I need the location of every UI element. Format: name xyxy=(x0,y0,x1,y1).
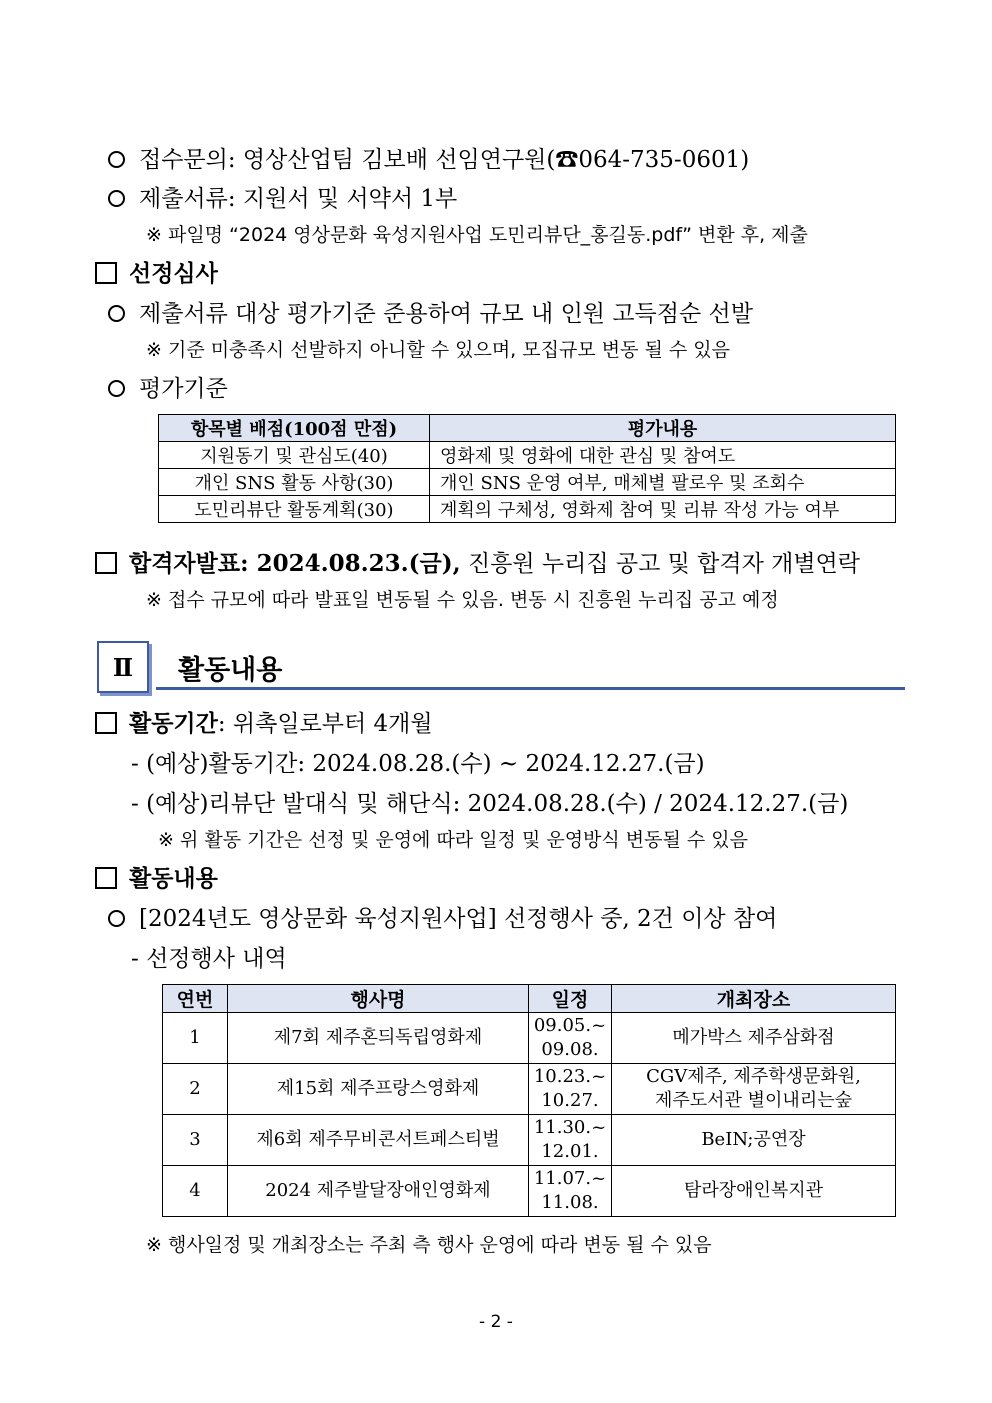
circle-bullet-icon xyxy=(108,151,125,168)
square-bullet-icon xyxy=(95,552,117,574)
table-row xyxy=(163,1115,896,1166)
table-header: 항목별 배점(100점 만점) xyxy=(159,415,430,442)
review-line: 제출서류 대상 평가기준 준용하여 규모 내 인원 고득점순 선발 xyxy=(108,295,753,328)
table-cell: 11.30.~ 12.01. xyxy=(529,1115,612,1166)
announce-line: 합격자발표: 2024.08.23.(금), 진흥원 누리집 공고 및 합격자 개별연락 xyxy=(95,545,860,578)
circle-bullet-icon xyxy=(108,305,125,322)
review-note: ※ 기준 미충족시 선발하지 아니할 수 있으며, 모집규모 변동 될 수 있음 xyxy=(146,339,730,361)
table-cell: 2024 제주발달장애인영화제 xyxy=(228,1166,529,1217)
table-cell: 제7회 제주혼듸독립영화제 xyxy=(228,1013,529,1064)
criteria-line: 평가기준 xyxy=(108,370,228,403)
table-cell: 지원동기 및 관심도(40) xyxy=(159,442,430,469)
table-cell: 11.07.~ 11.08. xyxy=(529,1166,612,1217)
period-item-1: - (예상)활동기간: 2024.08.28.(수) ~ 2024.12.27.(금) xyxy=(131,751,705,777)
table-cell: 3 xyxy=(163,1115,228,1166)
table-row xyxy=(159,496,896,523)
table-header: 평가내용 xyxy=(430,415,896,442)
table-header: 연번 xyxy=(163,985,228,1013)
table-cell: 4 xyxy=(163,1166,228,1217)
table-cell: 제6회 제주무비콘서트페스티벌 xyxy=(228,1115,529,1166)
period-item-2: - (예상)리뷰단 발대식 및 해단식: 2024.08.28.(수) / 2024.12.27.(금) xyxy=(131,791,849,817)
table-header-row xyxy=(159,415,896,442)
table-row xyxy=(159,469,896,496)
table-cell: 제15회 제주프랑스영화제 xyxy=(228,1064,529,1115)
table-cell: 탐라장애인복지관 xyxy=(612,1166,896,1217)
review-heading: 선정심사 xyxy=(95,255,218,288)
event-table xyxy=(162,984,896,1217)
table-header: 행사명 xyxy=(228,985,529,1013)
table-cell: 개인 SNS 활동 사항(30) xyxy=(159,469,430,496)
table-row xyxy=(163,1064,896,1115)
period-note: ※ 위 활동 기간은 선정 및 운영에 따라 일정 및 운영방식 변동될 수 있음 xyxy=(158,829,748,851)
inquiry-line: 접수문의: 영상산업팀 김보배 선임연구원(☎064-735-0601) xyxy=(108,141,749,174)
table-cell: 1 xyxy=(163,1013,228,1064)
criteria-table xyxy=(158,414,896,523)
table-header: 개최장소 xyxy=(612,985,896,1013)
table-cell: 개인 SNS 운영 여부, 매체별 팔로우 및 조회수 xyxy=(430,469,896,496)
table-cell: 메가박스 제주삼화점 xyxy=(612,1013,896,1064)
content-line: [2024년도 영상문화 육성지원사업] 선정행사 중, 2건 이상 참여 xyxy=(108,900,777,933)
page-number: - 2 - xyxy=(479,1312,513,1332)
circle-bullet-icon xyxy=(108,910,125,927)
square-bullet-icon xyxy=(95,262,117,284)
square-bullet-icon xyxy=(95,867,117,889)
circle-bullet-icon xyxy=(108,380,125,397)
section-number: Ⅱ xyxy=(97,641,149,693)
section-title: 활동내용 xyxy=(178,655,283,686)
table-header-row xyxy=(163,985,896,1013)
table-header: 일정 xyxy=(529,985,612,1013)
circle-bullet-icon xyxy=(108,190,125,207)
table-cell: 도민리뷰단 활동계획(30) xyxy=(159,496,430,523)
docs-line: 제출서류: 지원서 및 서약서 1부 xyxy=(108,180,457,213)
table-row xyxy=(163,1166,896,1217)
event-note: ※ 행사일정 및 개최장소는 주최 측 행사 운영에 따라 변동 될 수 있음 xyxy=(146,1234,712,1256)
table-row xyxy=(159,442,896,469)
table-cell: 영화제 및 영화에 대한 관심 및 참여도 xyxy=(430,442,896,469)
table-cell: 10.23.~ 10.27. xyxy=(529,1064,612,1115)
table-cell: BeIN;공연장 xyxy=(612,1115,896,1166)
table-cell: 09.05.~ 09.08. xyxy=(529,1013,612,1064)
period-line: 활동기간: 위촉일로부터 4개월 xyxy=(95,705,433,738)
table-cell: 2 xyxy=(163,1064,228,1115)
table-cell: 계획의 구체성, 영화제 참여 및 리뷰 작성 가능 여부 xyxy=(430,496,896,523)
table-cell: CGV제주, 제주학생문화원, 제주도서관 별이내리는숲 xyxy=(612,1064,896,1115)
content-heading: 활동내용 xyxy=(95,860,218,893)
square-bullet-icon xyxy=(95,712,117,734)
docs-note: ※ 파일명 “2024 영상문화 육성지원사업 도민리뷰단_홍길동.pdf” 변환 후, 제출 xyxy=(146,224,808,246)
announce-note: ※ 접수 규모에 따라 발표일 변동될 수 있음. 변동 시 진흥원 누리집 공고 예정 xyxy=(146,589,779,611)
table-row xyxy=(163,1013,896,1064)
content-item: - 선정행사 내역 xyxy=(131,946,287,972)
section-divider xyxy=(156,687,905,690)
